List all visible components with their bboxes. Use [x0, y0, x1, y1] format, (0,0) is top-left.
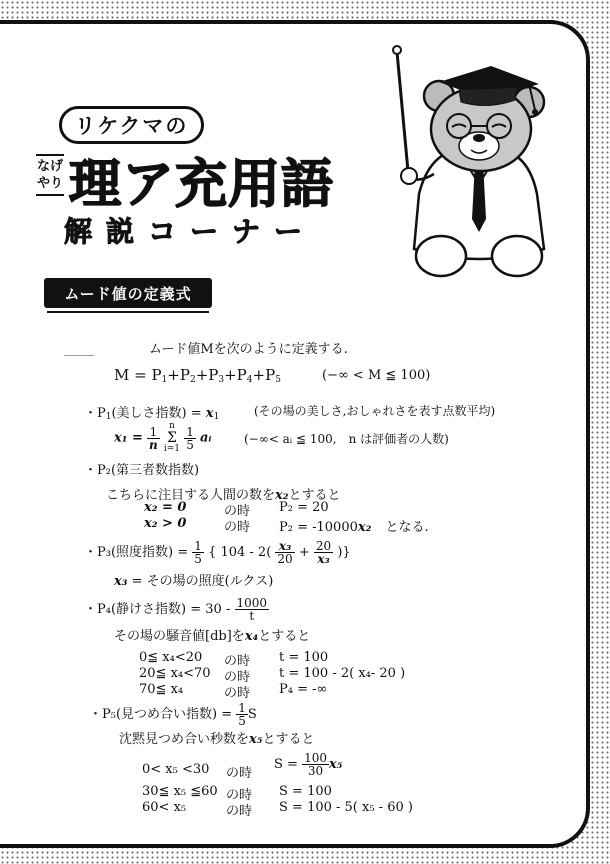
p1-sum — [164, 422, 180, 454]
p5-r1-when: の時 — [226, 766, 253, 781]
p2-line1-var: x₂ — [275, 488, 289, 503]
section-tag-text: ムード値の定義式 — [64, 284, 192, 303]
header-pill — [59, 106, 204, 144]
p1-sum-bot: i=1 — [163, 444, 181, 454]
p5-r3-val: S = 100 - 5( x₅ - 60 ) — [279, 800, 413, 815]
p2-r2-val — [279, 516, 429, 535]
m-definition — [114, 366, 281, 385]
p3-frac — [192, 540, 204, 565]
p3-head: ・P₃(照度指数) = — [84, 545, 189, 560]
p3-frac-den: 5 — [194, 552, 202, 566]
p5-r2-when: の時 — [226, 788, 253, 803]
p3-plus: + — [298, 545, 310, 560]
p5-frac-num: 1 — [238, 701, 246, 715]
p1-head: ・P — [84, 406, 106, 421]
p5-r1-var: x₅ — [328, 757, 343, 772]
p1-frac2 — [184, 426, 196, 451]
m-def-sub4: 4 — [246, 375, 253, 385]
p3-def-text: = その場の照度(ルクス) — [131, 574, 274, 589]
nageyari-label — [36, 154, 64, 196]
p2-r1-when: の時 — [224, 504, 251, 519]
p2-r1-val: P₂ = 20 — [279, 500, 329, 515]
p5-frac-den: 5 — [238, 714, 246, 728]
p4-r2-cond: 20≦ x₄<70 — [139, 666, 211, 681]
page-panel — [0, 20, 590, 848]
p5-r1-val — [274, 752, 342, 777]
p5-line1 — [119, 728, 314, 747]
m-range: (−∞ < M ≦ 100) — [322, 368, 431, 383]
p4-r1-when: の時 — [224, 654, 251, 669]
p4-r3-when: の時 — [224, 686, 251, 701]
bear-professor-illustration — [379, 34, 579, 284]
p5-heading — [89, 702, 257, 727]
p3-frac2-num: x₃ — [275, 540, 294, 553]
p4-frac-num: 1000 — [236, 596, 268, 610]
p5-r2-val: S = 100 — [279, 784, 332, 799]
p1-frac1 — [147, 426, 160, 451]
p5-line1-text: 沈黙見つめ合い秒数を — [119, 732, 250, 747]
p5-frac — [236, 702, 248, 727]
p5-r3-when: の時 — [226, 804, 253, 819]
p1-label: (美しさ指数) = — [111, 406, 202, 421]
p5-r1-cond: 0< x₅ <30 — [142, 762, 210, 777]
p3-frac-num: 1 — [194, 539, 202, 553]
p4-head: ・P₄(静けさ指数) = — [84, 602, 202, 617]
p1-var-sub: 1 — [213, 412, 220, 422]
p4-r1-val: t = 100 — [279, 650, 329, 665]
p5-line1-var: x₅ — [249, 732, 263, 747]
main-title: 理ア充用語 — [69, 155, 335, 215]
p5-r2-cond: 30≦ x₅ ≦60 — [142, 784, 218, 799]
p5-head: ・P₅(見つめ合い指数) = — [89, 707, 233, 722]
p4-line1 — [114, 625, 310, 644]
p5-r1-frac-num: 100 — [304, 751, 327, 765]
p3-frac3-num: 20 — [315, 539, 332, 553]
pointer-stick — [397, 52, 409, 182]
p1-frac1-den: n — [149, 437, 158, 452]
p2-line1-end: とすると — [288, 488, 341, 503]
m-def-sub2: 2 — [189, 375, 196, 385]
p5-line1-end: とすると — [262, 732, 315, 747]
p4-r3-cond: 70≦ x₄ — [139, 682, 184, 697]
p3-frac2-den: 20 — [277, 552, 293, 566]
p3-def — [114, 570, 273, 589]
p5-post: S — [247, 707, 257, 722]
p1-formula — [114, 422, 212, 454]
sub-title: 解説コーナー — [64, 215, 317, 248]
m-def-sub5: 5 — [275, 375, 281, 385]
divider — [64, 355, 94, 356]
p2-heading: ・P₂(第三者数指数) — [84, 463, 200, 478]
m-def-lhs: M = P — [114, 366, 162, 384]
p4-r2-when: の時 — [224, 670, 251, 685]
p5-r1-frac-den: 30 — [307, 764, 324, 778]
m-def-sub3: 3 — [218, 375, 225, 385]
p4-r2-val: t = 100 - 2( x₄- 20 ) — [279, 666, 406, 681]
p4-line1-text: その場の騒音値[db]を — [114, 629, 245, 644]
p2-r2-when: の時 — [224, 520, 251, 535]
p1-note: (その場の美しさ,おしゃれさを表す点数平均) — [254, 404, 496, 418]
m-def-plus4: +P — [252, 366, 276, 384]
intro-line: ムード値Mを次のように定義する. — [149, 342, 348, 357]
p2-line1-text: こちらに注目する人間の数を — [106, 488, 276, 503]
p5-r1-frac — [302, 752, 329, 777]
p4-pre: 30 - — [205, 602, 231, 617]
p1-frac1-num: 1 — [147, 426, 160, 439]
p1-sum-sign: Σ — [167, 430, 177, 446]
p3-end: )} — [337, 545, 351, 560]
p4-r1-cond: 0≦ x₄<20 — [139, 650, 203, 665]
p1-sum-top: n — [169, 421, 175, 431]
p5-r3-cond: 60< x₅ — [142, 800, 187, 815]
p4-line1-var: x₄ — [244, 629, 259, 644]
p2-r2-var: x₂ — [357, 520, 372, 535]
p2-r2-val-text: P₂ = -10000 — [279, 520, 358, 535]
p4-frac — [235, 597, 270, 622]
p1-formula-a: aᵢ — [199, 430, 212, 446]
section-tag — [44, 278, 212, 308]
p3-mid: { 104 - 2( — [208, 545, 272, 560]
p3-frac3-den: x₃ — [317, 552, 330, 566]
p4-heading — [84, 597, 269, 622]
m-def-sub1: 1 — [161, 375, 168, 385]
m-def-plus3: +P — [224, 366, 247, 384]
p1-heading — [84, 402, 219, 422]
nageyari-text: なげやり — [36, 159, 63, 191]
p1-var: x — [205, 406, 214, 421]
m-def-plus2: +P — [195, 366, 219, 384]
p3-heading — [84, 540, 351, 565]
p2-r1-cond: x₂ = 0 — [144, 500, 187, 515]
p1-formula-lhs: x₁ = — [114, 430, 143, 446]
p4-frac-den: t — [249, 609, 255, 623]
p1-head-sub: 1 — [105, 412, 112, 422]
p5-r1-pre: S = — [274, 757, 298, 772]
p4-r3-val: P₄ = -∞ — [279, 682, 328, 697]
p1-formula-note: (−∞< aᵢ ≦ 100, n は評価者の人数) — [244, 432, 449, 446]
m-def-plus1: +P — [167, 366, 190, 384]
p3-def-var: x₃ — [114, 574, 128, 589]
p1-frac2-num: 1 — [186, 424, 194, 439]
p2-r2-cond: x₂ > 0 — [144, 516, 187, 531]
p1-frac2-den: 5 — [186, 437, 194, 452]
p4-line1-end: とすると — [258, 629, 311, 644]
header-pill-text: リケクマの — [74, 114, 189, 138]
p2-r2-end: となる. — [385, 520, 429, 535]
p3-frac3 — [314, 540, 333, 565]
p3-frac2 — [275, 540, 294, 565]
